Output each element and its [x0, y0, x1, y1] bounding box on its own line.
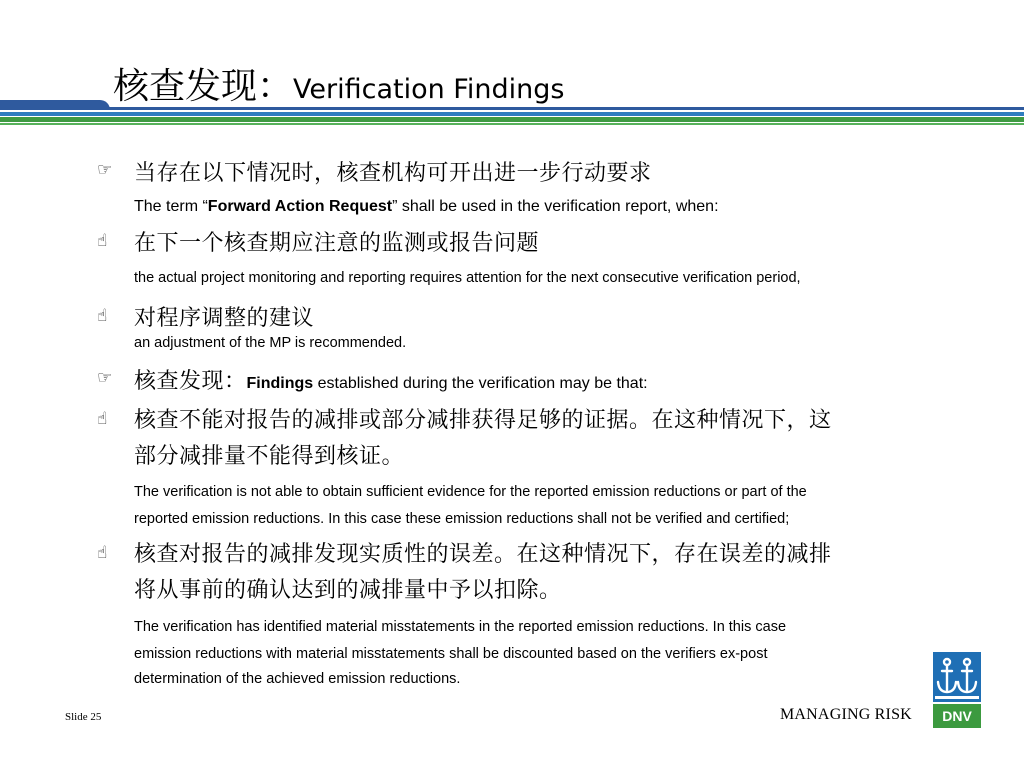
pointing-hand-icon: ☞: [97, 160, 113, 180]
finding-2-en-line-2: emission reductions with material misstatements shall be discounted based on the verifiers ex-post: [134, 646, 768, 662]
pointing-finger-icon: ☝: [97, 543, 108, 563]
term-findings: Findings: [246, 375, 314, 392]
tagline: MANAGING RISK: [780, 706, 912, 723]
dnv-anchor-logo-icon: [933, 652, 981, 702]
pointing-hand-icon: ☞: [97, 368, 113, 388]
dnv-logo: DNV: [933, 704, 981, 728]
finding-1-zh-line-1: 核查不能对报告的减排或部分减排获得足够的证据。在这种情况下，这: [134, 408, 832, 433]
slide-title: [113, 58, 564, 106]
point-heading-zh: 当存在以下情况时，核查机构可开出进一步行动要求: [134, 161, 652, 186]
pointing-finger-icon: ☝: [97, 306, 108, 326]
slide-number: Slide 25: [65, 711, 102, 723]
header-rule-dark-blue: [0, 107, 1024, 110]
finding-2-en-line-3: determination of the achieved emission reductions.: [134, 671, 461, 687]
findings-heading: 核查发现：Findings established during the verification may be that:: [134, 369, 648, 394]
finding-2-en-line-1: The verification has identified material misstatements in the reported emission reductions. In this case: [134, 619, 787, 635]
term-forward-action-request: Forward Action Request: [207, 198, 393, 215]
header-rule-light-green: [0, 123, 1024, 125]
finding-2-zh-line-1: 核查对报告的减排发现实质性的误差。在这种情况下，存在误差的减排: [134, 542, 832, 567]
sub-point-en: the actual project monitoring and reporting requires attention for the next consecutive verification period,: [134, 270, 801, 286]
sub-point-zh: 在下一个核查期应注意的监测或报告问题: [134, 231, 540, 256]
finding-2-zh-line-2: 将从事前的确认达到的减排量中予以扣除。: [134, 578, 562, 603]
finding-1-en-line-2: reported emission reductions. In this case these emission reductions shall not be verified and certified;: [134, 511, 790, 527]
pointing-finger-icon: ☝: [97, 231, 108, 251]
header-rule-blue: [0, 112, 1024, 116]
pointing-finger-icon: ☝: [97, 409, 108, 429]
slide-title-en: Verification Findings: [293, 74, 565, 105]
finding-1-zh-line-2: 部分减排量不能得到核证。: [134, 444, 405, 469]
sub-point-zh: 对程序调整的建议: [134, 306, 315, 331]
header-rule-green: [0, 117, 1024, 122]
slide-title-zh: 核查发现：: [113, 66, 294, 107]
point-heading-en: The term “Forward Action Request” shall be used in the verification report, when:: [134, 198, 719, 215]
finding-1-en-line-1: The verification is not able to obtain sufficient evidence for the reported emission reductions or part of the: [134, 484, 807, 500]
sub-point-en: an adjustment of the MP is recommended.: [134, 335, 407, 351]
